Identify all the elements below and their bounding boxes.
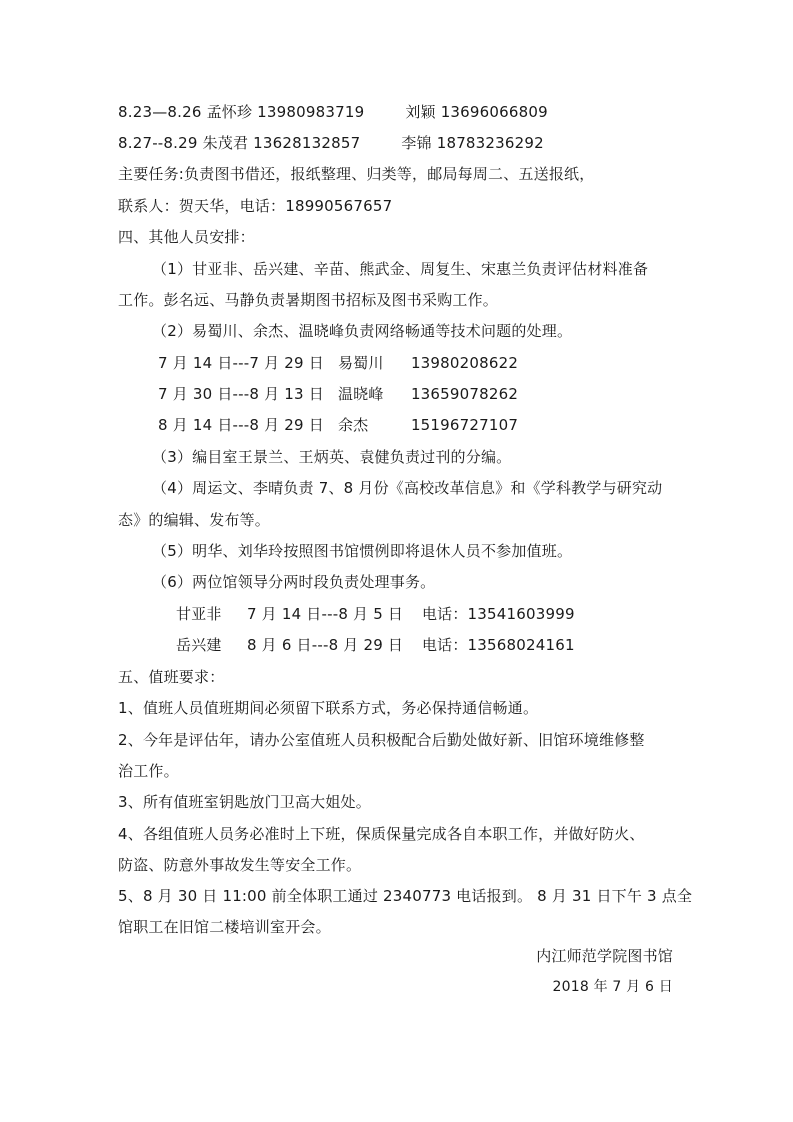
paragraph-line: 防盗、防意外事故发生等安全工作。 [118, 856, 362, 874]
duty-phone: 18783236292 [436, 134, 544, 152]
paragraph-line: （4）周运文、李晴负责 7、8 月份《高校改革信息》和《学科教学与研究动 [152, 479, 663, 497]
leader-period: 8 月 6 日---8 月 29 日 [246, 636, 404, 654]
leader-phone: 电话：13541603999 [421, 605, 575, 623]
duty-phone: 13980983719 [257, 103, 365, 121]
paragraph-line: 治工作。 [118, 762, 179, 780]
schedule-row [158, 415, 518, 435]
schedule-phone: 13980208622 [410, 354, 519, 372]
paragraph-line: 5、8 月 30 日 11:00 前全体职工通过 2340773 电话报到。 8 月 31 日下午 3 点全 [118, 887, 693, 905]
section-heading: 四、其他人员安排： [118, 228, 255, 246]
duty-dates: 8.27--8.29 [118, 134, 198, 152]
paragraph-line: 3、所有值班室钥匙放门卫高大姐处。 [118, 793, 371, 811]
schedule-period: 7 月 30 日---8 月 13 日 [158, 385, 324, 403]
section-heading: 五、值班要求： [118, 668, 225, 686]
duty-dates: 8.23—8.26 [118, 103, 202, 121]
paragraph-line: （6）两位馆领导分两时段负责处理事务。 [152, 573, 436, 591]
signature-date: 2018 年 7 月 6 日 [552, 979, 673, 995]
paragraph-line: 态》的编辑、发布等。 [118, 511, 271, 529]
contact-line: 联系人：贺天华，电话：18990567657 [118, 197, 393, 215]
schedule-person: 余杰 [337, 416, 369, 434]
paragraph-line: 馆职工在旧馆二楼培训室开会。 [118, 918, 331, 936]
main-task: 主要任务:负责图书借还，报纸整理、归类等，邮局每周二、五送报纸， [118, 165, 595, 183]
leader-row [176, 604, 575, 624]
duty-person: 李锦 [401, 134, 432, 152]
paragraph-line: （2）易蜀川、余杰、温晓峰负责网络畅通等技术问题的处理。 [152, 322, 573, 340]
leader-name: 甘亚非 [176, 605, 222, 623]
paragraph-line: （5）明华、刘华玲按照图书馆惯例即将退休人员不参加值班。 [152, 542, 573, 560]
schedule-person: 温晓峰 [337, 385, 384, 403]
schedule-phone: 13659078262 [410, 385, 519, 403]
paragraph-line: （3）编目室王景兰、王炳英、袁健负责过刊的分编。 [152, 448, 512, 466]
duty-phone: 13628132857 [253, 134, 361, 152]
duty-row [118, 133, 544, 153]
schedule-period: 8 月 14 日---8 月 29 日 [158, 416, 324, 434]
duty-person: 孟怀珍 [206, 103, 253, 121]
duty-person: 朱茂君 [202, 134, 249, 152]
schedule-period: 7 月 14 日---7 月 29 日 [158, 354, 324, 372]
leader-name: 岳兴建 [176, 636, 222, 654]
leader-phone: 电话：13568024161 [421, 636, 575, 654]
paragraph-line: 2、今年是评估年，请办公室值班人员积极配合后勤处做好新、旧馆环境维修整 [118, 731, 645, 749]
leader-period: 7 月 14 日---8 月 5 日 [246, 605, 404, 623]
paragraph-line: （1）甘亚非、岳兴建、辛苗、熊武金、周复生、宋惠兰负责评估材料准备 [152, 260, 649, 278]
paragraph-line: 1、值班人员值班期间必须留下联系方式，务必保持通信畅通。 [118, 699, 539, 717]
paragraph-line: 4、各组值班人员务必准时上下班，保质保量完成各自本职工作，并做好防火、 [118, 825, 645, 843]
paragraph-line: 工作。彭名远、马静负责暑期图书招标及图书采购工作。 [118, 291, 499, 309]
schedule-row [158, 384, 518, 404]
schedule-person: 易蜀川 [337, 354, 384, 372]
signature-org: 内江师范学院图书馆 [536, 947, 673, 965]
leader-row [176, 635, 575, 655]
schedule-row [158, 353, 518, 373]
schedule-phone: 15196727107 [410, 416, 519, 434]
duty-phone: 13696066809 [440, 103, 548, 121]
duty-person: 刘颖 [405, 103, 436, 121]
duty-row [118, 102, 548, 122]
